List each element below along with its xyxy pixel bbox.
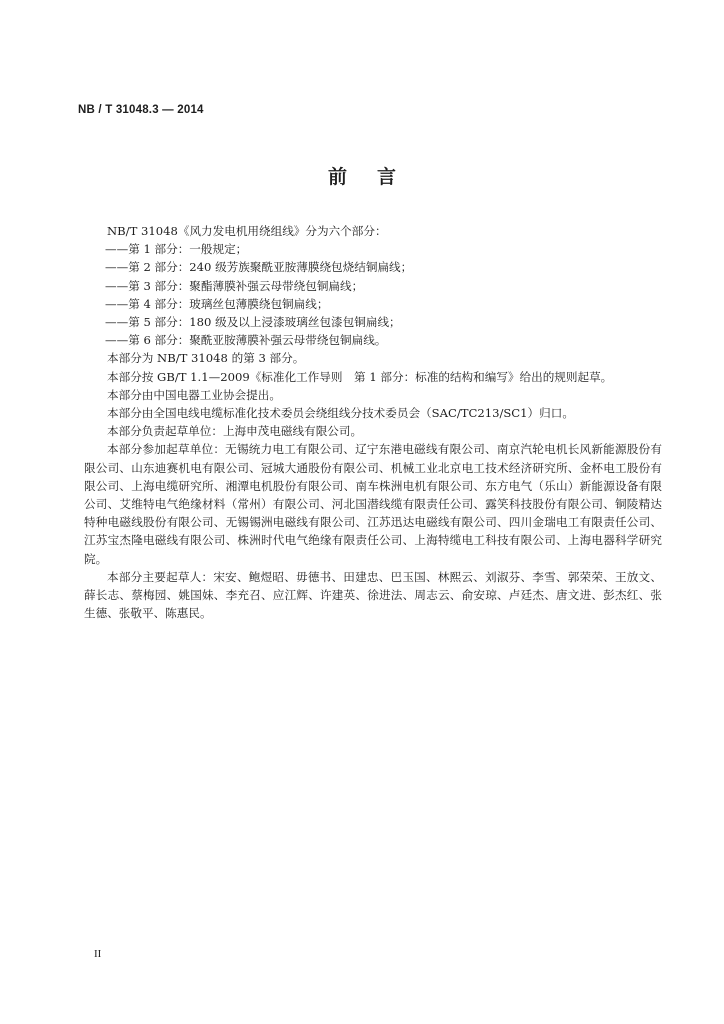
part-list-item: ——第 3 部分：聚酯薄膜补强云母带绕包铜扁线； [105,278,364,293]
page-title [0,162,724,189]
standard-number-header: NB / T 31048.3 — 2014 [78,104,204,116]
drafting-rules-statement: 本部分按 GB/T 1.1—2009《标准化工作导则 第 1 部分：标准的结构和编写》给出的规则起草。 [107,369,613,384]
part-list-item: ——第 5 部分：180 级及以上浸漆玻璃丝包漆包铜扁线； [105,315,401,330]
foreword-body [84,222,662,622]
main-drafters: 本部分主要起草人：宋安、鲍煜昭、毋德书、田建忠、巴玉国、林熙云、刘淑芬、李雪、郭荣荣、王放文、薛长志、蔡梅园、姚国妹、李充召、应江辉、许建英、徐进法、周志云、俞安琼、卢廷杰、唐文进、彭杰红、张生德、张敬平、陈惠民。 [84,569,662,621]
part-list-item: ——第 4 部分：玻璃丝包薄膜绕包铜扁线； [105,296,329,311]
part-list-item: ——第 2 部分：240 级芳族聚酰亚胺薄膜绕包烧结铜扁线； [105,260,413,275]
administration-statement: 本部分由全国电线电缆标准化技术委员会绕组线分技术委员会（SAC/TC213/SC1）归口。 [107,406,574,421]
title-char-1: 前 [327,166,347,188]
proposer-statement: 本部分由中国电器工业协会提出。 [107,387,281,402]
lead-drafter-unit: 本部分负责起草单位：上海申茂电磁线有限公司。 [107,424,363,439]
title-char-2: 言 [377,166,397,188]
part-list-item: ——第 6 部分：聚酰亚胺薄膜补强云母带绕包铜扁线。 [105,333,387,348]
part-statement: 本部分为 NB/T 31048 的第 3 部分。 [107,351,305,366]
part-list-item: ——第 1 部分：一般规定； [105,242,248,257]
page-number: II [94,948,102,960]
participating-units: 本部分参加起草单位：无锡统力电工有限公司、辽宁东港电磁线有限公司、南京汽轮电机长风新能源股份有限公司、山东迪赛机电有限公司、冠城大通股份有限公司、机械工业北京电工技术经济研究所、金杯电工股份有限公司、上海电缆研究所、湘潭电机股份有限公司、南车株洲电机有限公司、东方电气（乐山）新能源设备有限公司、艾维特电气绝缘材料（常州）有限公司、河北国潜线缆有限责任公司、露笑科技股份有限公司、铜陵精达特种电磁线股份有限公司、无锡锡洲电磁线有限公司、江苏迅达电磁线有限公司、四川金瑞电工有限责任公司、江苏宝杰隆电磁线有限公司、株洲时代电气绝缘有限责任公司、上海特缆电工科技有限公司、上海电器科学研究院。 [84,442,662,566]
intro-line: NB/T 31048《风力发电机用绕组线》分为六个部分： [107,224,387,238]
